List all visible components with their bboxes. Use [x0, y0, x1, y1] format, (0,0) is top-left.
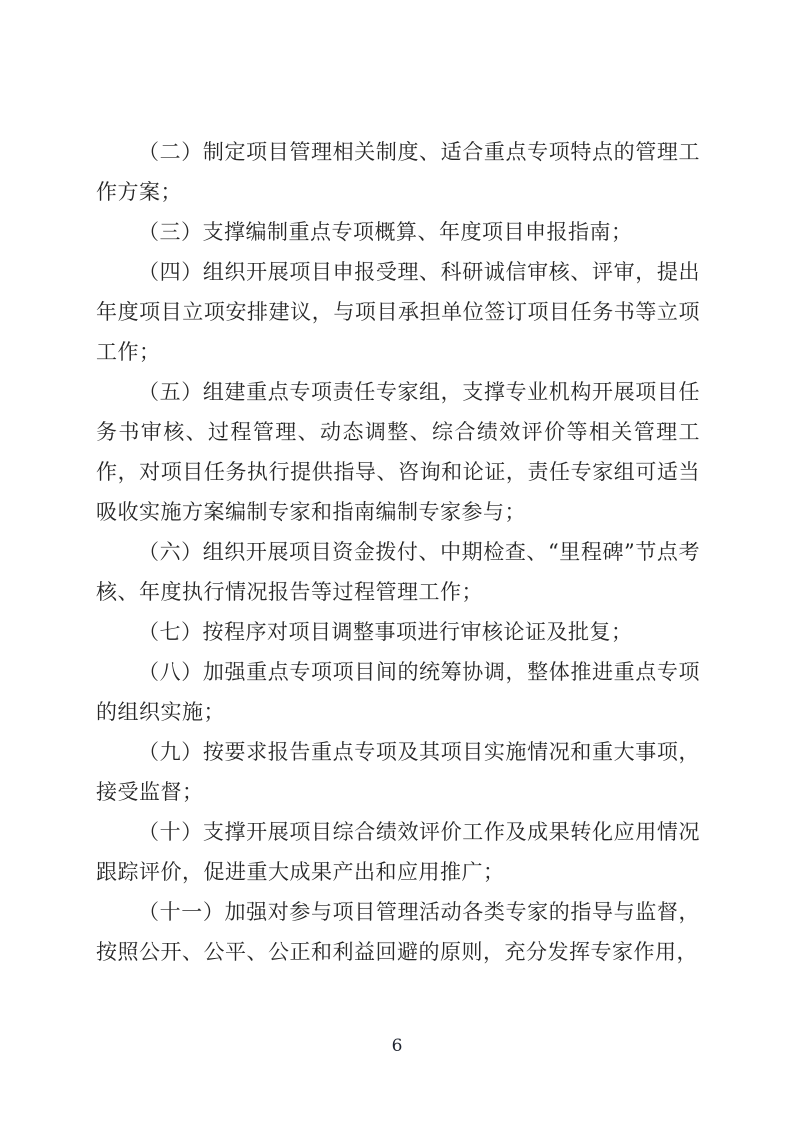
page-number: 6: [391, 1036, 403, 1056]
paragraph-item-5: （五）组建重点专项责任专家组，支撑专业机构开展项目任务书审核、过程管理、动态调整、综合绩效评价等相关管理工作，对项目任务执行提供指导、咨询和论证，责任专家组可适当吸收实施方案编制专家和指南编制专家参与；: [96, 380, 700, 524]
paragraph-item-2: （二）制定项目管理相关制度、适合重点专项特点的管理工作方案；: [96, 140, 700, 204]
document-body: [96, 132, 700, 972]
paragraph-item-10: （十）支撑开展项目综合绩效评价工作及成果转化应用情况跟踪评价，促进重大成果产出和应用推广；: [96, 820, 700, 884]
paragraph-item-8: （八）加强重点专项项目间的统筹协调，整体推进重点专项的组织实施；: [96, 660, 700, 724]
paragraph-item-9: （九）按要求报告重点专项及其项目实施情况和重大事项，接受监督；: [96, 740, 700, 804]
page-footer: [0, 1036, 794, 1056]
paragraph-item-11: （十一）加强对参与项目管理活动各类专家的指导与监督，按照公开、公平、公正和利益回避的原则，充分发挥专家作用，: [96, 900, 700, 964]
paragraph-item-6: （六）组织开展项目资金拨付、中期检查、“里程碑”节点考核、年度执行情况报告等过程管理工作；: [96, 540, 700, 604]
paragraph-item-7: （七）按程序对项目调整事项进行审核论证及批复；: [138, 620, 633, 644]
paragraph-item-4: （四）组织开展项目申报受理、科研诚信审核、评审，提出年度项目立项安排建议，与项目承担单位签订项目任务书等立项工作；: [96, 260, 700, 364]
paragraph-item-3: （三）支撑编制重点专项概算、年度项目申报指南；: [138, 220, 633, 244]
